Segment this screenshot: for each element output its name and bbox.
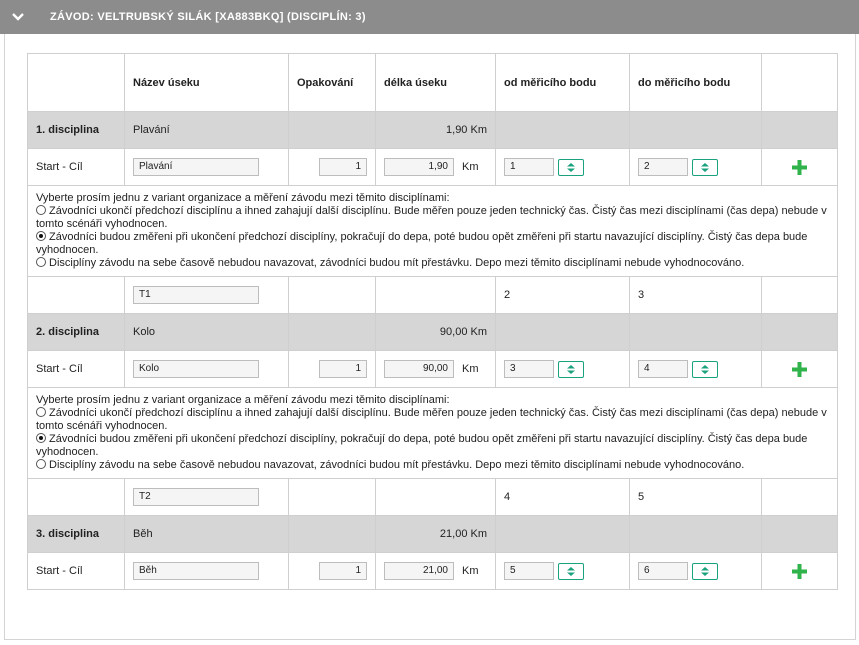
transition-from: 2: [496, 277, 630, 314]
transition-intro: Vyberte prosím jednu z variant organizace a měření závodu mezi těmito disciplínami:: [36, 394, 450, 406]
length-input[interactable]: 1,90: [384, 158, 454, 176]
transition-option-2-text: Závodníci budou změřeni při ukončení předchozí disciplíny, pokračují do depa, poté budou opět změřeni při startu navazující disciplíny. Čistý čas depa bude vyhodnocen.: [36, 231, 808, 256]
transition-option-1[interactable]: [36, 205, 829, 231]
length-unit: Km: [462, 363, 479, 375]
col-header-name: Název úseku: [125, 54, 289, 112]
discipline-total-value: 1,90: [446, 124, 468, 136]
spinner-arrows-icon: [567, 567, 575, 576]
table-header-row: [28, 54, 838, 112]
discipline-name: Kolo: [125, 314, 289, 351]
col-header-from: od měřicího bodu: [496, 54, 630, 112]
chevron-down-icon[interactable]: [12, 13, 26, 21]
transition-option-3-text: Disciplíny závodu na sebe časově nebudou navazovat, závodníci budou mít přestávku. Depo mezi těmito disciplínami nebude vyhodnocováno.: [49, 257, 745, 269]
from-point-input[interactable]: 1: [504, 158, 554, 176]
repeat-input[interactable]: 1: [319, 360, 367, 378]
radio-button-3[interactable]: [36, 459, 46, 469]
segment-row: [28, 149, 838, 186]
transition-options-row: [28, 388, 838, 479]
segment-label: Start - Cíl: [28, 553, 125, 590]
transition-to: 3: [630, 277, 762, 314]
radio-button-1[interactable]: [36, 205, 46, 215]
segment-name-input[interactable]: Běh: [133, 562, 259, 580]
discipline-total-value: 21,00: [439, 528, 468, 540]
transition-option-2[interactable]: [36, 433, 829, 459]
radio-button-2[interactable]: [36, 433, 46, 443]
transition-row: [28, 277, 838, 314]
transition-option-3-text: Disciplíny závodu na sebe časově nebudou navazovat, závodníci budou mít přestávku. Depo mezi těmito disciplínami nebude vyhodnocováno.: [49, 459, 745, 471]
transition-name-input[interactable]: T2: [133, 488, 259, 506]
col-header-length: délka úseku: [376, 54, 496, 112]
segment-row: [28, 351, 838, 388]
plus-icon: [792, 362, 807, 377]
segment-label: Start - Cíl: [28, 351, 125, 388]
discipline-row: [28, 516, 838, 553]
spinner-arrows-icon: [567, 163, 575, 172]
transition-to: 5: [630, 479, 762, 516]
length-unit: Km: [462, 565, 479, 577]
race-panel-header[interactable]: [0, 0, 859, 34]
to-point-input[interactable]: 6: [638, 562, 688, 580]
from-point-spinner[interactable]: [558, 361, 584, 378]
discipline-total-value: 90,00: [439, 326, 468, 338]
add-segment-button[interactable]: [762, 149, 838, 186]
col-header-repeat: Opakování: [289, 54, 376, 112]
to-point-input[interactable]: 4: [638, 360, 688, 378]
to-point-input[interactable]: 2: [638, 158, 688, 176]
add-segment-button[interactable]: [762, 351, 838, 388]
repeat-input[interactable]: 1: [319, 562, 367, 580]
transition-row: [28, 479, 838, 516]
segment-name-input[interactable]: Kolo: [133, 360, 259, 378]
discipline-total: [376, 112, 496, 149]
discipline-total: [376, 314, 496, 351]
discipline-label: 2. disciplina: [28, 314, 125, 351]
spinner-arrows-icon: [701, 163, 709, 172]
to-point-spinner[interactable]: [692, 563, 718, 580]
length-unit: Km: [462, 161, 479, 173]
from-point-input[interactable]: 3: [504, 360, 554, 378]
length-input[interactable]: 90,00: [384, 360, 454, 378]
repeat-input[interactable]: 1: [319, 158, 367, 176]
discipline-table: [27, 53, 838, 590]
transition-name-input[interactable]: T1: [133, 286, 259, 304]
radio-button-2[interactable]: [36, 231, 46, 241]
from-point-input[interactable]: 5: [504, 562, 554, 580]
from-point-spinner[interactable]: [558, 563, 584, 580]
length-input[interactable]: 21,00: [384, 562, 454, 580]
transition-from: 4: [496, 479, 630, 516]
plus-icon: [792, 160, 807, 175]
discipline-label: 3. disciplina: [28, 516, 125, 553]
from-point-spinner[interactable]: [558, 159, 584, 176]
segment-label: Start - Cíl: [28, 149, 125, 186]
plus-icon: [792, 564, 807, 579]
radio-button-1[interactable]: [36, 407, 46, 417]
transition-option-1-text: Závodníci ukončí předchozí disciplínu a ihned zahajují další disciplínu. Bude měřen pouze jeden technický čas. Čistý čas mezi disciplínami (čas depa) nebude v tomto scénáři vyhodnocen.: [36, 205, 827, 230]
spinner-arrows-icon: [701, 365, 709, 374]
discipline-row: [28, 314, 838, 351]
race-panel-body: [4, 34, 856, 640]
transition-option-2-text: Závodníci budou změřeni při ukončení předchozí disciplíny, pokračují do depa, poté budou opět změřeni při startu navazující disciplíny. Čistý čas depa bude vyhodnocen.: [36, 433, 808, 458]
discipline-total-unit: Km: [470, 326, 487, 338]
segment-row: [28, 553, 838, 590]
radio-button-3[interactable]: [36, 257, 46, 267]
transition-option-3[interactable]: [36, 459, 829, 472]
transition-options-row: [28, 186, 838, 277]
discipline-row: [28, 112, 838, 149]
transition-option-3[interactable]: [36, 257, 829, 270]
transition-option-2[interactable]: [36, 231, 829, 257]
discipline-name: Běh: [125, 516, 289, 553]
spinner-arrows-icon: [701, 567, 709, 576]
transition-option-1[interactable]: [36, 407, 829, 433]
to-point-spinner[interactable]: [692, 361, 718, 378]
discipline-total-unit: Km: [470, 528, 487, 540]
transition-intro: Vyberte prosím jednu z variant organizace a měření závodu mezi těmito disciplínami:: [36, 192, 450, 204]
discipline-label: 1. disciplina: [28, 112, 125, 149]
discipline-total-unit: Km: [470, 124, 487, 136]
segment-name-input[interactable]: Plavání: [133, 158, 259, 176]
transition-option-1-text: Závodníci ukončí předchozí disciplínu a ihned zahajují další disciplínu. Bude měřen pouze jeden technický čas. Čistý čas mezi disciplínami (čas depa) nebude v tomto scénáři vyhodnocen.: [36, 407, 827, 432]
discipline-name: Plavání: [125, 112, 289, 149]
to-point-spinner[interactable]: [692, 159, 718, 176]
add-segment-button[interactable]: [762, 553, 838, 590]
spinner-arrows-icon: [567, 365, 575, 374]
discipline-total: [376, 516, 496, 553]
race-title: ZÁVOD: VELTRUBSKÝ SILÁK [XA883BKQ] (DISCIPLÍN: 3): [50, 11, 366, 23]
col-header-to: do měřicího bodu: [630, 54, 762, 112]
